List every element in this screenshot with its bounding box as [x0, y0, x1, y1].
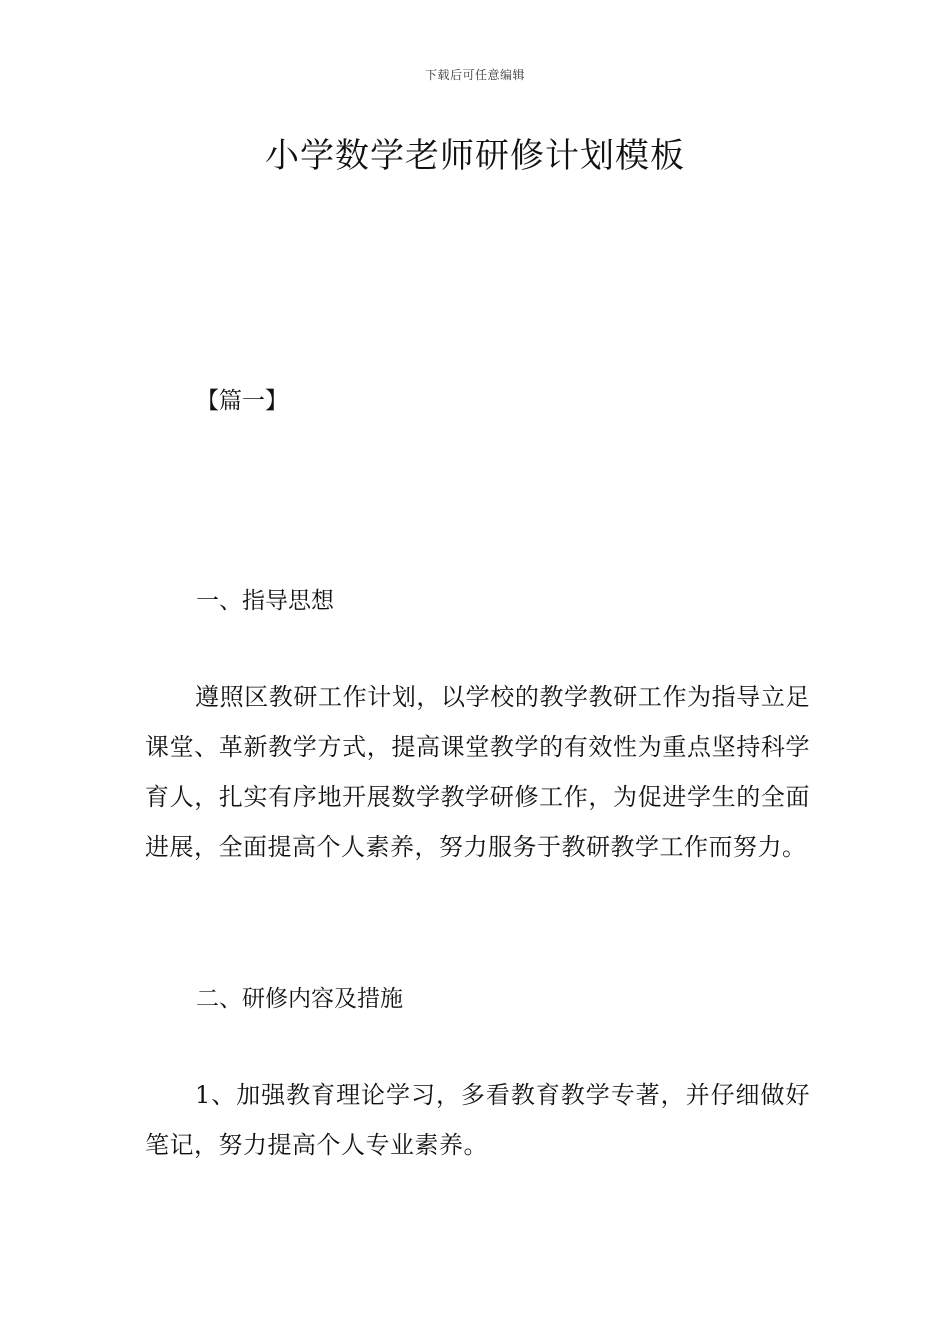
section-heading-guiding-ideology: 一、指导思想 [196, 588, 334, 614]
section-tag: 【篇一】 [196, 388, 288, 414]
paragraph-guiding-ideology: 遵照区教研工作计划，以学校的教学教研工作为指导立足课堂、革新教学方式，提高课堂教学的有效性为重点坚持科学育人，扎实有序地开展数学教学研修工作，为促进学生的全面进展，全面提高个人素养，努力服务于教研教学工作而努力。 [145, 683, 810, 861]
section-heading-content-measures: 二、研修内容及措施 [196, 986, 403, 1012]
document-title: 小学数学老师研修计划模板 [265, 136, 685, 176]
header-note: 下载后可任意编辑 [424, 68, 525, 82]
paragraph-measure-1: 1、加强教育理论学习，多看教育教学专著，并仔细做好笔记，努力提高个人专业素养。 [145, 1081, 810, 1159]
